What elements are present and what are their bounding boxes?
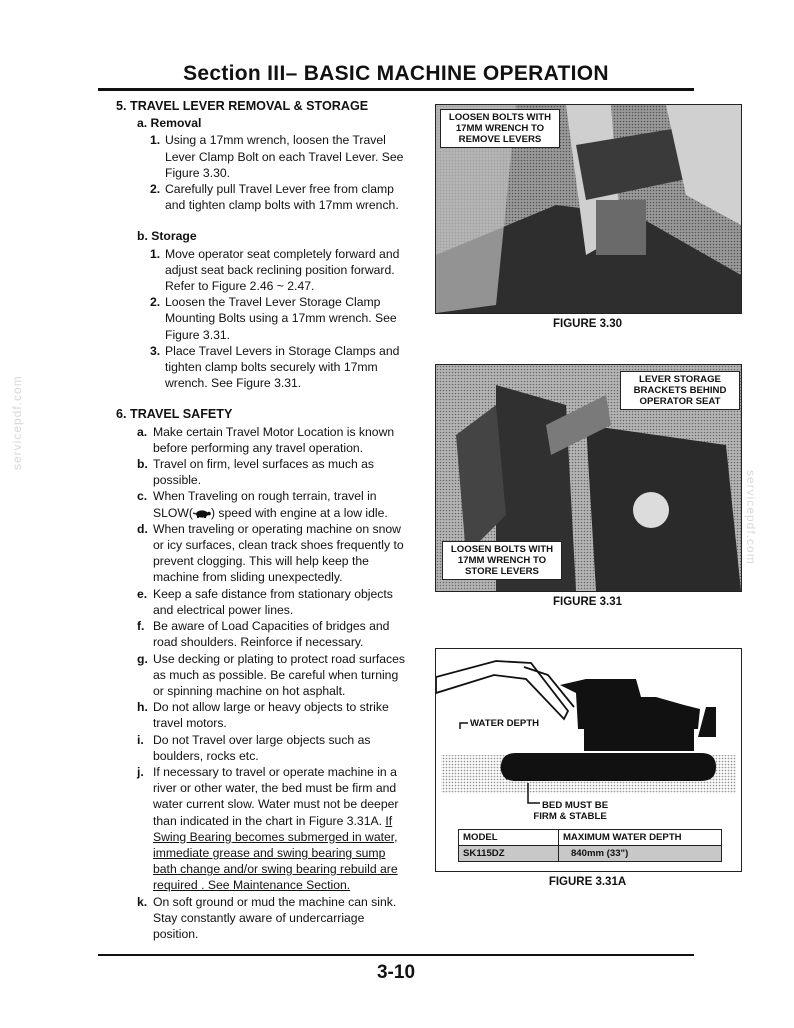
watermark-left: servicepdf.com bbox=[10, 375, 24, 470]
safety-item-k bbox=[116, 894, 408, 943]
storage-step-3 bbox=[116, 343, 408, 392]
header-rule bbox=[98, 88, 694, 91]
storage-step-2 bbox=[116, 294, 408, 343]
item-text: Keep a safe distance from stationary objects and electrical power lines. bbox=[153, 586, 393, 617]
turtle-icon bbox=[193, 509, 211, 518]
section5-title: 5. TRAVEL LEVER REMOVAL & STORAGE bbox=[116, 99, 369, 113]
bed-label bbox=[533, 800, 609, 822]
safety-item-d bbox=[116, 521, 408, 586]
item-letter: d. bbox=[137, 521, 148, 536]
item-text-before: When Traveling on rough terrain, travel in SLOW( bbox=[153, 489, 377, 520]
table-cell-model: SK115DZ bbox=[459, 846, 559, 862]
item-text-after: ) speed with engine at a low idle. bbox=[210, 505, 388, 520]
item-letter: i. bbox=[137, 732, 144, 747]
item-letter: g. bbox=[137, 651, 148, 666]
item-letter: k. bbox=[137, 894, 148, 909]
removal-title: a. Removal bbox=[137, 116, 202, 131]
item-text bbox=[153, 764, 408, 894]
step-number: 2. bbox=[150, 182, 161, 197]
item-letter: f. bbox=[137, 619, 145, 634]
step-text: Using a 17mm wrench, loosen the Travel Lever Clamp Bolt on each Travel Lever. See Figure 3.30. bbox=[165, 133, 404, 180]
page-number: 3-10 bbox=[376, 962, 416, 983]
item-letter: a. bbox=[137, 424, 148, 439]
figure-3-31-caption: FIGURE 3.31 bbox=[552, 596, 623, 608]
step-text: Loosen the Travel Lever Storage Clamp Mounting Bolts using a 17mm wrench. See Figure 3.31. bbox=[165, 295, 397, 342]
item-text: Do not allow large or heavy objects to strike travel motors. bbox=[153, 700, 389, 731]
figure-3-31-callout-bottom: LOOSEN BOLTS WITH 17MM WRENCH TO STORE LEVERS bbox=[442, 541, 562, 580]
safety-item-g bbox=[116, 651, 408, 700]
step-number: 2. bbox=[150, 295, 161, 310]
item-text: Travel on firm, level surfaces as much as possible. bbox=[153, 457, 375, 488]
water-depth-label: WATER DEPTH bbox=[470, 718, 540, 729]
safety-item-c bbox=[116, 488, 408, 520]
storage-title: b. Storage bbox=[137, 229, 197, 244]
footer-rule bbox=[98, 954, 694, 956]
step-text: Carefully pull Travel Lever free from clamp and tighten clamp bolts with 17mm wrench. bbox=[165, 182, 399, 213]
bed-label-line2: FIRM & STABLE bbox=[533, 811, 607, 822]
figure-3-31-photo bbox=[435, 364, 742, 592]
item-text: On soft ground or mud the machine can sink. Stay constantly aware of undercarriage position. bbox=[153, 894, 397, 941]
removal-step-2 bbox=[116, 181, 408, 213]
safety-item-b bbox=[116, 456, 408, 488]
item-text: Make certain Travel Motor Location is known before performing any travel operation. bbox=[153, 424, 395, 455]
table-header-model: MODEL bbox=[459, 830, 559, 846]
safety-item-e bbox=[116, 586, 408, 618]
water-depth-table bbox=[458, 829, 722, 862]
step-text: Move operator seat completely forward and adjust seat back reclining position forward. Refer to Figure 2.46 ~ 2.47. bbox=[165, 246, 400, 294]
item-text-underlined: If Swing Bearing becomes submerged in water, immediate grease and swing bearing sump bath change and/or swing bearing rebuild are required . See Maintenance Section. bbox=[153, 813, 398, 893]
item-text: When traveling or operating machine on snow or icy surfaces, clean track shoes frequently to prevent clogging. This will help keep the machine from sliding unexpectedly. bbox=[153, 521, 404, 585]
item-letter: c. bbox=[137, 489, 148, 504]
item-text: Do not Travel over large objects such as boulders, rocks etc. bbox=[153, 732, 371, 763]
text-column bbox=[116, 98, 408, 942]
figure-3-30-photo bbox=[435, 104, 742, 314]
safety-item-f bbox=[116, 618, 408, 650]
item-text: Use decking or plating to protect road surfaces as much as possible. Be careful when turning or spinning machine on hot asphalt. bbox=[153, 651, 406, 698]
section6-title: 6. TRAVEL SAFETY bbox=[116, 407, 233, 422]
item-text bbox=[153, 488, 408, 520]
figure-3-30-caption: FIGURE 3.30 bbox=[552, 318, 623, 330]
table-row bbox=[459, 846, 722, 862]
figure-3-31a-diagram bbox=[435, 648, 742, 872]
bed-label-line1: BED MUST BE bbox=[542, 800, 609, 811]
figure-3-31-callout-top: LEVER STORAGE BRACKETS BEHIND OPERATOR SEAT bbox=[620, 371, 740, 410]
figure-3-31a-caption: FIGURE 3.31A bbox=[548, 876, 627, 888]
item-letter: b. bbox=[137, 457, 148, 472]
page-title: Section III– BASIC MACHINE OPERATION bbox=[183, 62, 609, 85]
storage-step-1 bbox=[116, 246, 408, 295]
table-header-row bbox=[459, 830, 722, 846]
item-text-plain: If necessary to travel or operate machine in a river or other water, the bed must be firm and water current slow. Water must not be deeper than indicated in the chart in Figure 3.31A. bbox=[153, 764, 399, 828]
figure-3-30-callout: LOOSEN BOLTS WITH 17MM WRENCH TO REMOVE LEVERS bbox=[440, 109, 560, 148]
item-text: Be aware of Load Capacities of bridges and road shoulders. Reinforce if necessary. bbox=[153, 619, 390, 650]
safety-item-h bbox=[116, 699, 408, 731]
step-number: 3. bbox=[150, 343, 161, 358]
step-number: 1. bbox=[150, 246, 161, 261]
safety-item-i bbox=[116, 732, 408, 764]
watermark-right: servicepdf.com bbox=[744, 470, 758, 565]
step-text: Place Travel Levers in Storage Clamps and tighten clamp bolts securely with 17mm wrench. See Figure 3.31. bbox=[165, 343, 400, 391]
table-header-depth: MAXIMUM WATER DEPTH bbox=[558, 830, 721, 846]
safety-item-j bbox=[116, 764, 408, 894]
safety-item-a bbox=[116, 424, 408, 456]
removal-step-1 bbox=[116, 132, 408, 181]
item-letter: e. bbox=[137, 586, 148, 601]
item-letter: j. bbox=[137, 764, 144, 779]
item-letter: h. bbox=[137, 700, 148, 715]
step-number: 1. bbox=[150, 133, 161, 148]
table-cell-depth: 840mm (33") bbox=[558, 846, 721, 862]
